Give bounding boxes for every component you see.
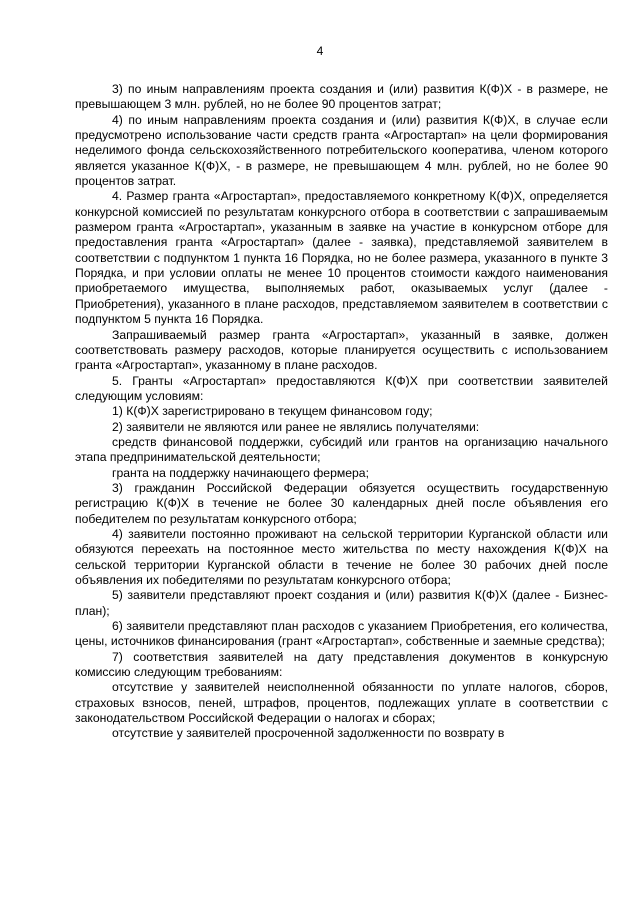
paragraph: 3) по иным направлениям проекта создания и (или) развития К(Ф)Х - в размере, не превышающем 3 млн. рублей, но не более 90 процентов затрат; xyxy=(75,82,608,112)
paragraph: 4. Размер гранта «Агростартап», предоставляемого конкретному К(Ф)Х, определяется конкурсной комиссией по результатам конкурсного отбора в соответствии с запрашиваемым размером гранта «Агростартап», указанным в заявке на участие в конкурсном отборе для предоставления гранта «Агростартап» (далее - заявка), представляемой заявителем в соответствии с подпунктом 1 пункта 16 Порядка, но не более размера, указанного в пункте 3 Порядка, и при условии оплаты не менее 10 процентов стоимости каждого наименования приобретаемого имущества, выполняемых работ, оказываемых услуг (далее - Приобретения), указанного в плане расходов, представляемом заявителем в соответствии с подпунктом 5 пункта 16 Порядка. xyxy=(75,189,608,327)
paragraph: отсутствие у заявителей просроченной задолженности по возврату в xyxy=(112,726,505,741)
paragraph: гранта на поддержку начинающего фермера; xyxy=(112,465,369,480)
paragraph: 6) заявители представляют план расходов с указанием Приобретения, его количества, цены, источников финансирования (грант «Агростартап», собственные и заемные средства); xyxy=(75,619,608,649)
paragraph: 7) соответствия заявителей на дату представления документов в конкурсную комиссию следующим требованиям: xyxy=(75,649,608,680)
paragraph: средств финансовой поддержки, субсидий или грантов на организацию начального этапа предпринимательской деятельности; xyxy=(75,434,608,465)
paragraph: 1) К(Ф)Х зарегистрировано в текущем финансовом году; xyxy=(112,404,433,419)
paragraph: отсутствие у заявителей неисполненной обязанности по уплате налогов, сборов, страховых взносов, пеней, штрафов, процентов, подлежащих уплате в соответствии с законодательством Российской Федерации о налогах и сборах; xyxy=(75,680,608,726)
page-body xyxy=(75,82,608,742)
paragraph: 3) гражданин Российской Федерации обязуется осуществить государственную регистрацию К(Ф)Х в течение не более 30 календарных дней после объявления его победителем по результатам конкурсного отбора; xyxy=(75,480,608,526)
paragraph: Запрашиваемый размер гранта «Агростартап», указанный в заявке, должен соответствовать размеру расходов, которые планируется осуществить с использованием гранта «Агростартап», указанному в плане расходов. xyxy=(75,327,608,373)
paragraph: 5) заявители представляют проект создания и (или) развития К(Ф)Х (далее - Бизнес-план); xyxy=(75,588,608,618)
page-number: 4 xyxy=(316,44,324,58)
paragraph: 4) заявители постоянно проживают на сельской территории Курганской области или обязуются переехать на постоянное место жительства по месту нахождения К(Ф)Х на сельской территории Курганской области в течение не более 30 рабочих дней после объявления их победителями по результатам конкурсного отбора; xyxy=(75,526,608,587)
paragraph: 5. Гранты «Агростартап» предоставляются К(Ф)Х при соответствии заявителей следующим условиям: xyxy=(75,373,608,403)
paragraph: 2) заявители не являются или ранее не являлись получателями: xyxy=(112,419,480,434)
paragraph: 4) по иным направлениям проекта создания и (или) развития К(Ф)Х, в случае если предусмотрено использование части средств гранта «Агростартап» на цели формирования неделимого фонда сельскохозяйственного потребительского кооператива, членом которого является указанное К(Ф)Х, - в размере, не превышающем 4 млн. рублей, но не более 90 процентов затрат. xyxy=(75,112,608,189)
